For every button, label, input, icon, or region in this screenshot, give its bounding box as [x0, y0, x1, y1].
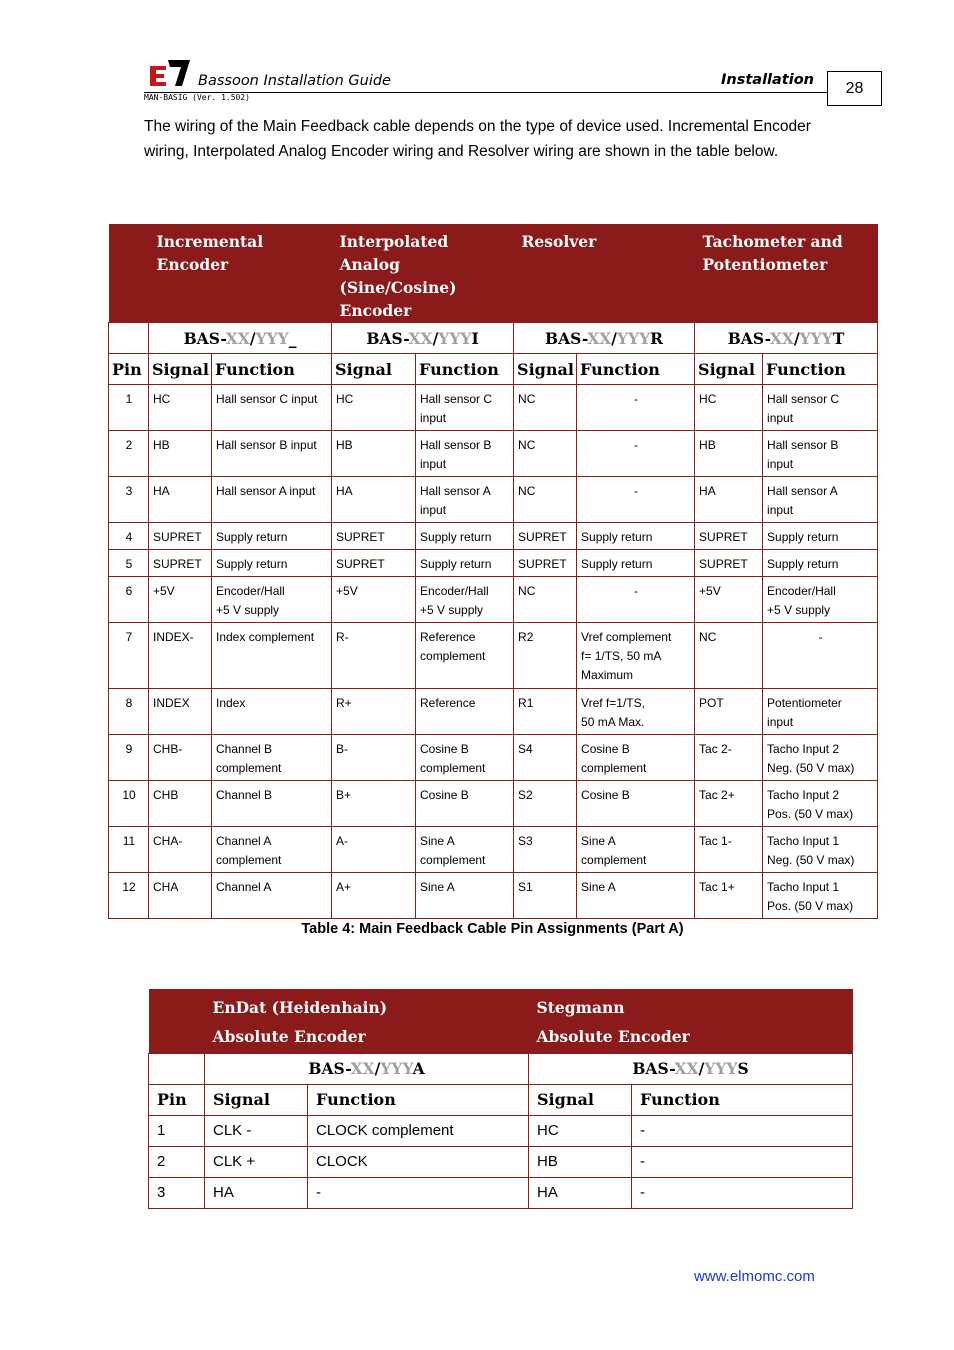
- model-sep: /: [432, 328, 439, 348]
- function-cell: -: [632, 1177, 853, 1208]
- model-suffix: I: [471, 328, 479, 348]
- table-row: [109, 523, 878, 550]
- function-cell: Hall sensor C input: [763, 385, 878, 431]
- function-cell: Channel A complement: [212, 827, 332, 873]
- function-cell: Supply return: [416, 523, 514, 550]
- model-yyy: YYY: [799, 328, 833, 348]
- pin-number-cell: 3: [149, 1177, 205, 1208]
- model-code-r: [514, 323, 695, 354]
- model-sep: /: [374, 1059, 381, 1078]
- signal-cell: INDEX-: [149, 623, 212, 689]
- function-cell: Encoder/Hall +5 V supply: [416, 577, 514, 623]
- page-number: 28: [827, 71, 882, 106]
- function-cell: Supply return: [416, 550, 514, 577]
- model-yyy: YYY: [380, 1059, 413, 1078]
- table-row: [109, 477, 878, 523]
- table-b-column-headers: [149, 1084, 853, 1115]
- signal-cell: POT: [695, 689, 763, 735]
- model-xx: XX: [674, 1059, 699, 1078]
- function-cell: Tacho Input 1 Pos. (50 V max): [763, 873, 878, 919]
- col-header-function: Function: [416, 354, 514, 385]
- function-cell: Hall sensor C input: [416, 385, 514, 431]
- function-cell: Cosine B: [416, 781, 514, 827]
- table-a-model-row: [109, 323, 878, 354]
- function-cell: Supply return: [212, 550, 332, 577]
- function-cell: Reference: [416, 689, 514, 735]
- function-cell: Channel B: [212, 781, 332, 827]
- table-row: [109, 781, 878, 827]
- model-yyy: YYY: [438, 328, 472, 348]
- signal-cell: R-: [332, 623, 416, 689]
- group-incremental-encoder: Incremental Encoder: [149, 224, 332, 323]
- function-cell: Index complement: [212, 623, 332, 689]
- signal-cell: SUPRET: [695, 550, 763, 577]
- function-cell: -: [577, 385, 695, 431]
- function-cell: Hall sensor A input: [763, 477, 878, 523]
- group-interpolated-analog: Interpolated Analog (Sine/Cosine) Encoder: [332, 224, 514, 323]
- col-header-signal: Signal: [529, 1084, 632, 1115]
- model-suffix: T: [832, 328, 845, 348]
- group-stegmann: Stegmann Absolute Encoder: [529, 989, 853, 1053]
- signal-cell: CHA: [149, 873, 212, 919]
- signal-cell: Tac 2+: [695, 781, 763, 827]
- signal-cell: SUPRET: [149, 550, 212, 577]
- function-cell: Supply return: [577, 523, 695, 550]
- table-row: [109, 827, 878, 873]
- function-cell: -: [577, 431, 695, 477]
- col-header-pin: Pin: [149, 1084, 205, 1115]
- signal-cell: Tac 1+: [695, 873, 763, 919]
- function-cell: Vref complement f= 1/TS, 50 mA Maximum: [577, 623, 695, 689]
- function-cell: Hall sensor B input: [763, 431, 878, 477]
- table-row: [109, 431, 878, 477]
- signal-cell: A-: [332, 827, 416, 873]
- col-header-signal: Signal: [695, 354, 763, 385]
- function-cell: -: [577, 577, 695, 623]
- function-cell: Cosine B: [577, 781, 695, 827]
- function-cell: Tacho Input 1 Neg. (50 V max): [763, 827, 878, 873]
- table-row: [109, 385, 878, 431]
- signal-cell: +5V: [149, 577, 212, 623]
- function-cell: Vref f=1/TS, 50 mA Max.: [577, 689, 695, 735]
- function-cell: -: [577, 477, 695, 523]
- signal-cell: SUPRET: [514, 523, 577, 550]
- function-cell: -: [632, 1115, 853, 1146]
- pin-number-cell: 11: [109, 827, 149, 873]
- model-yyy: YYY: [255, 328, 289, 348]
- function-cell: Hall sensor B input: [212, 431, 332, 477]
- function-cell: Sine A complement: [577, 827, 695, 873]
- signal-cell: HA: [149, 477, 212, 523]
- model-suffix: _: [288, 328, 297, 348]
- group-tachometer: Tachometer and Potentiometer: [695, 224, 878, 323]
- signal-cell: HC: [529, 1115, 632, 1146]
- pin-number-cell: 4: [109, 523, 149, 550]
- pin-number-cell: 10: [109, 781, 149, 827]
- function-cell: Sine A complement: [416, 827, 514, 873]
- model-code-i: [332, 323, 514, 354]
- model-sep: /: [611, 328, 617, 348]
- signal-cell: HA: [332, 477, 416, 523]
- signal-cell: HB: [149, 431, 212, 477]
- signal-cell: HA: [695, 477, 763, 523]
- function-cell: Supply return: [577, 550, 695, 577]
- table-row: [109, 577, 878, 623]
- model-code-blank: [149, 323, 332, 354]
- function-cell: Sine A: [416, 873, 514, 919]
- function-cell: Hall sensor A input: [416, 477, 514, 523]
- pin-number-cell: 12: [109, 873, 149, 919]
- model-prefix: BAS-: [632, 1059, 675, 1078]
- signal-cell: NC: [514, 385, 577, 431]
- function-cell: Hall sensor B input: [416, 431, 514, 477]
- function-cell: Tacho Input 2 Neg. (50 V max): [763, 735, 878, 781]
- function-cell: Channel B complement: [212, 735, 332, 781]
- function-cell: Encoder/Hall +5 V supply: [212, 577, 332, 623]
- model-sep: /: [698, 1059, 705, 1078]
- col-header-signal: Signal: [149, 354, 212, 385]
- signal-cell: HA: [205, 1177, 308, 1208]
- pin-assignments-table-b: [148, 989, 853, 1209]
- function-cell: Channel A: [212, 873, 332, 919]
- model-code-t: [695, 323, 878, 354]
- col-header-pin: Pin: [109, 354, 149, 385]
- pin-number-cell: 3: [109, 477, 149, 523]
- signal-cell: +5V: [332, 577, 416, 623]
- signal-cell: HA: [529, 1177, 632, 1208]
- function-cell: Cosine B complement: [577, 735, 695, 781]
- table-b-model-row: [149, 1053, 853, 1084]
- footer-website-link[interactable]: www.elmomc.com: [694, 1268, 815, 1285]
- signal-cell: A+: [332, 873, 416, 919]
- col-header-function: Function: [308, 1084, 529, 1115]
- model-code-s: [529, 1053, 853, 1084]
- signal-cell: HB: [529, 1146, 632, 1177]
- signal-cell: NC: [514, 477, 577, 523]
- function-cell: -: [763, 623, 878, 689]
- model-xx: XX: [587, 328, 612, 348]
- table-row: [149, 1146, 853, 1177]
- signal-cell: SUPRET: [332, 550, 416, 577]
- document-version: MAN-BASIG (Ver. 1.502): [144, 93, 250, 102]
- function-cell: CLOCK complement: [308, 1115, 529, 1146]
- signal-cell: CLK -: [205, 1115, 308, 1146]
- pin-number-cell: 6: [109, 577, 149, 623]
- signal-cell: Tac 1-: [695, 827, 763, 873]
- header-section: Installation: [721, 72, 814, 88]
- function-cell: Hall sensor C input: [212, 385, 332, 431]
- model-suffix: R: [650, 328, 664, 348]
- function-cell: Potentiometer input: [763, 689, 878, 735]
- model-prefix: BAS-: [183, 328, 226, 348]
- table-a-column-headers: [109, 354, 878, 385]
- signal-cell: R+: [332, 689, 416, 735]
- model-xx: XX: [408, 328, 433, 348]
- function-cell: -: [632, 1146, 853, 1177]
- function-cell: Cosine B complement: [416, 735, 514, 781]
- model-prefix: BAS-: [308, 1059, 351, 1078]
- table-b-group-header: [149, 989, 853, 1053]
- signal-cell: HC: [332, 385, 416, 431]
- signal-cell: S3: [514, 827, 577, 873]
- pin-number-cell: 5: [109, 550, 149, 577]
- pin-number-cell: 7: [109, 623, 149, 689]
- signal-cell: CHB: [149, 781, 212, 827]
- signal-cell: +5V: [695, 577, 763, 623]
- signal-cell: CHA-: [149, 827, 212, 873]
- signal-cell: NC: [514, 577, 577, 623]
- col-header-function: Function: [632, 1084, 853, 1115]
- pin-number-cell: 1: [149, 1115, 205, 1146]
- model-prefix: BAS-: [727, 328, 770, 348]
- group-endat: EnDat (Heidenhain) Absolute Encoder: [205, 989, 529, 1053]
- signal-cell: HB: [332, 431, 416, 477]
- function-cell: Supply return: [212, 523, 332, 550]
- pin-number-cell: 2: [109, 431, 149, 477]
- table-row: [109, 735, 878, 781]
- col-header-function: Function: [763, 354, 878, 385]
- model-xx: XX: [225, 328, 250, 348]
- model-sep: /: [249, 328, 256, 348]
- signal-cell: INDEX: [149, 689, 212, 735]
- signal-cell: SUPRET: [695, 523, 763, 550]
- table-row: [149, 1115, 853, 1146]
- function-cell: -: [308, 1177, 529, 1208]
- col-header-signal: Signal: [205, 1084, 308, 1115]
- col-header-function: Function: [212, 354, 332, 385]
- function-cell: Index: [212, 689, 332, 735]
- signal-cell: HC: [149, 385, 212, 431]
- header-title: Bassoon Installation Guide: [198, 73, 391, 89]
- table-row: [109, 873, 878, 919]
- function-cell: CLOCK: [308, 1146, 529, 1177]
- table-a-group-header: [109, 224, 878, 323]
- signal-cell: SUPRET: [149, 523, 212, 550]
- signal-cell: HB: [695, 431, 763, 477]
- signal-cell: CLK +: [205, 1146, 308, 1177]
- signal-cell: S4: [514, 735, 577, 781]
- function-cell: Tacho Input 2 Pos. (50 V max): [763, 781, 878, 827]
- table-row: [109, 550, 878, 577]
- function-cell: Supply return: [763, 523, 878, 550]
- signal-cell: S2: [514, 781, 577, 827]
- function-cell: Encoder/Hall +5 V supply: [763, 577, 878, 623]
- model-suffix: S: [737, 1059, 749, 1078]
- model-suffix: A: [412, 1059, 425, 1078]
- signal-cell: SUPRET: [332, 523, 416, 550]
- model-xx: XX: [350, 1059, 375, 1078]
- model-prefix: BAS-: [545, 328, 588, 348]
- function-cell: Hall sensor A input: [212, 477, 332, 523]
- table-a-caption: Table 4: Main Feedback Cable Pin Assignments (Part A): [301, 921, 684, 937]
- model-yyy: YYY: [616, 328, 651, 348]
- signal-cell: CHB-: [149, 735, 212, 781]
- signal-cell: B-: [332, 735, 416, 781]
- model-xx: XX: [769, 328, 794, 348]
- function-cell: Sine A: [577, 873, 695, 919]
- table-row: [149, 1177, 853, 1208]
- pin-number-cell: 8: [109, 689, 149, 735]
- signal-cell: R1: [514, 689, 577, 735]
- model-yyy: YYY: [704, 1059, 738, 1078]
- model-code-a: [205, 1053, 529, 1084]
- signal-cell: HC: [695, 385, 763, 431]
- signal-cell: Tac 2-: [695, 735, 763, 781]
- model-prefix: BAS-: [366, 328, 409, 348]
- col-header-function: Function: [577, 354, 695, 385]
- signal-cell: NC: [695, 623, 763, 689]
- pin-number-cell: 1: [109, 385, 149, 431]
- pin-number-cell: 9: [109, 735, 149, 781]
- signal-cell: S1: [514, 873, 577, 919]
- signal-cell: B+: [332, 781, 416, 827]
- intro-paragraph: The wiring of the Main Feedback cable depends on the type of device used. Incremental Encoder wiring, Interpolated Analog Encoder wiring and Resolver wiring are shown in the table below.: [144, 118, 811, 160]
- col-header-signal: Signal: [332, 354, 416, 385]
- function-cell: Supply return: [763, 550, 878, 577]
- pin-assignments-table-a: [108, 224, 878, 919]
- pin-number-cell: 2: [149, 1146, 205, 1177]
- function-cell: Reference complement: [416, 623, 514, 689]
- group-resolver: Resolver: [514, 224, 695, 323]
- elmo-logo: [148, 58, 190, 88]
- col-header-signal: Signal: [514, 354, 577, 385]
- signal-cell: NC: [514, 431, 577, 477]
- model-sep: /: [793, 328, 800, 348]
- signal-cell: R2: [514, 623, 577, 689]
- signal-cell: SUPRET: [514, 550, 577, 577]
- table-row: [109, 689, 878, 735]
- table-row: [109, 623, 878, 689]
